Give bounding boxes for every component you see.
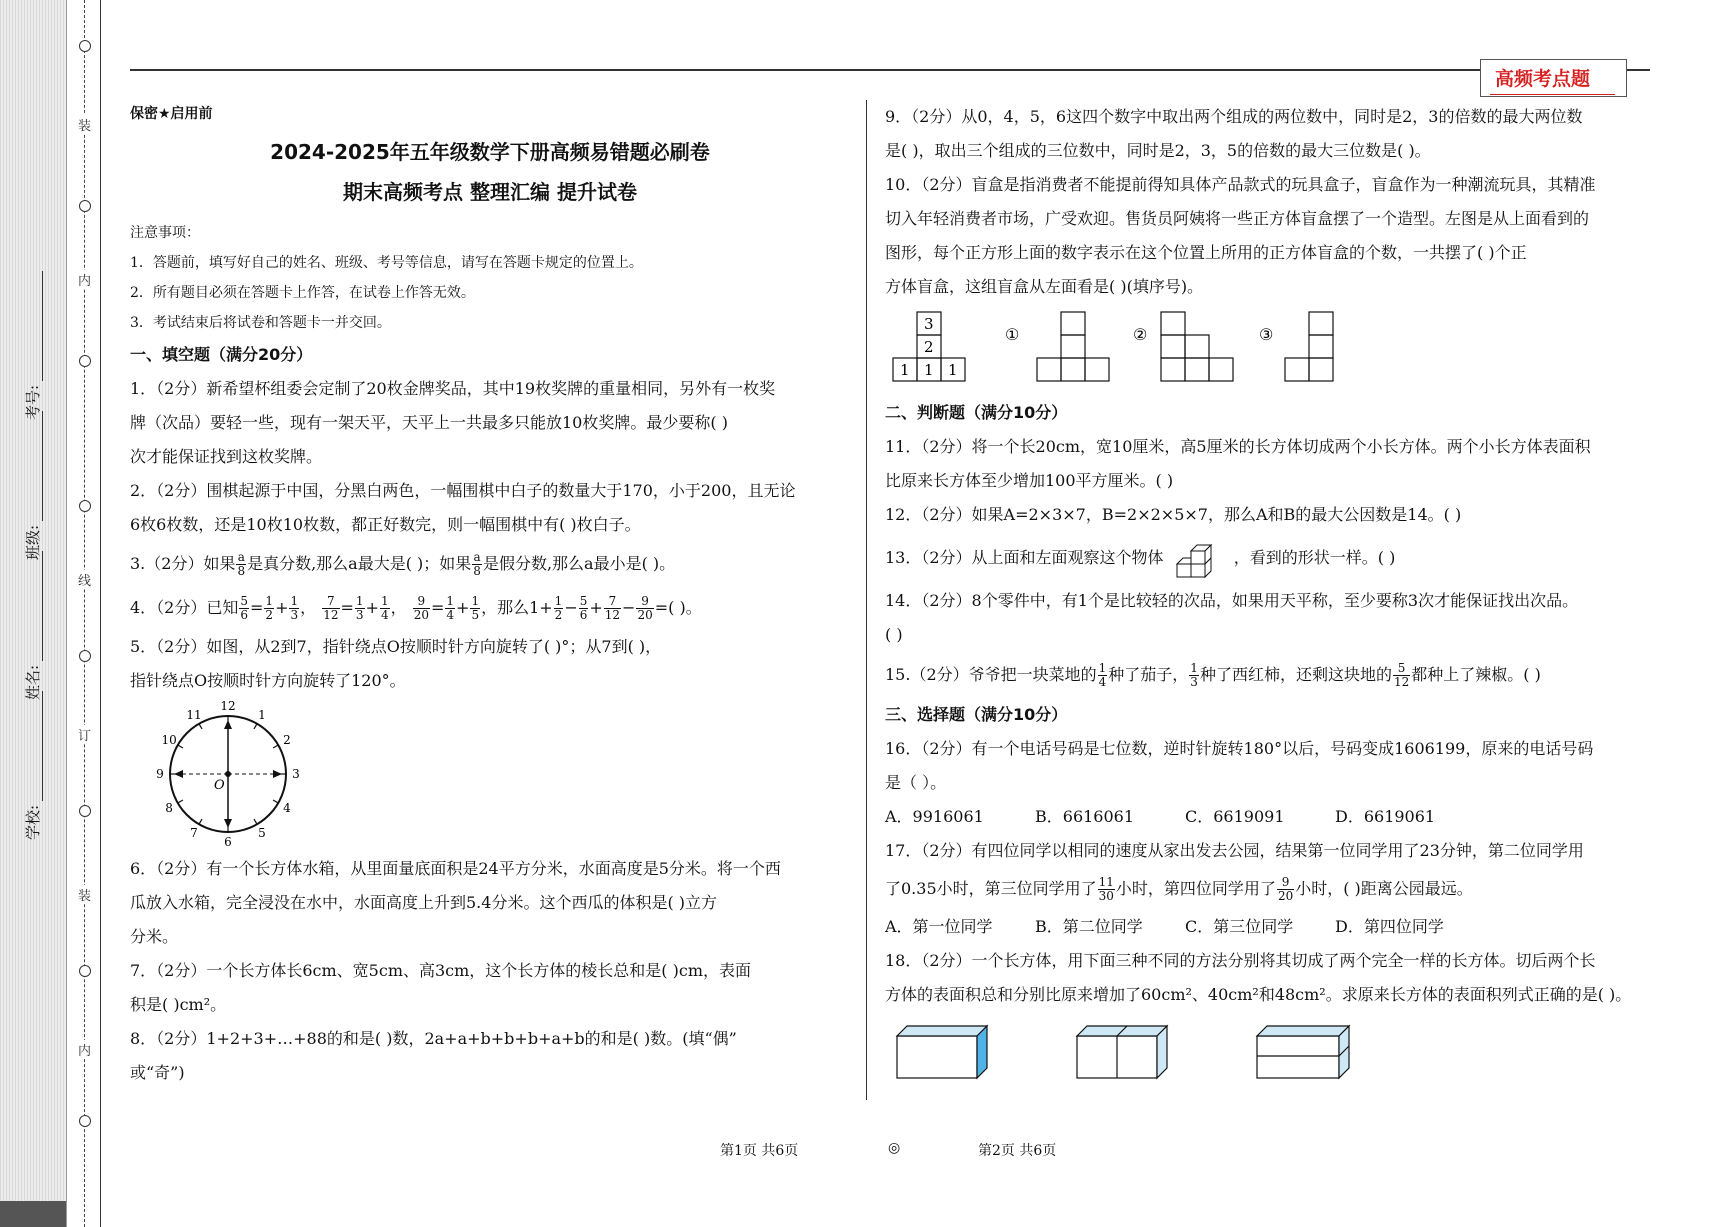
tag-underline (1490, 94, 1615, 95)
question-8: 8．（2分）1+2+3+…+88的和是( )数，2a+a+b+b+b+a+b的和是( )数。(填“偶” (130, 1029, 737, 1048)
grid-number: 1 (900, 361, 910, 379)
note-item: 3．考试结束后将试卷和答题卡一并交回。 (130, 315, 391, 331)
page-left-border (100, 0, 101, 1227)
cube-stack-figure (1169, 539, 1229, 579)
question-1-line: 次才能保证找到这枚奖牌。 (130, 447, 323, 466)
clock-tick (273, 745, 278, 748)
question-5-line: 指针绕点O按顺时针方向旋转了120°。 (130, 671, 406, 690)
question-7-line: 积是( )cm²。 (130, 995, 227, 1014)
clock-number: 8 (165, 801, 173, 815)
grid-number: 1 (924, 361, 934, 379)
blind-box-figures (885, 310, 1345, 392)
question-11-line: 比原来长方体至少增加100平方厘米。( ) (885, 471, 1174, 490)
notes-heading: 注意事项： (130, 225, 200, 241)
class-field: 班级: (22, 411, 43, 560)
clock-number: 10 (161, 733, 177, 747)
right-column (885, 100, 1660, 1092)
clock-number: 7 (190, 825, 198, 840)
question-2-line: 6枚6枚数，还是10枚10枚数，都正好数完，则一幅围棋中有( )枚白子。 (130, 515, 641, 534)
question-2: 2．（2分）围棋起源于中国，分黑白两色，一幅围棋中白子的数量大于170，小于200，且无论 (130, 481, 796, 500)
binding-hole (79, 40, 91, 52)
name-field: 姓名: (22, 551, 43, 700)
column-divider (866, 100, 867, 1100)
binding-hole (79, 805, 91, 817)
question-12: 12．（2分）如果A=2×3×7，B=2×2×5×7，那么A和B的最大公因数是14。( ) (885, 505, 1462, 524)
question-10-line: 切入年轻消费者市场，广受欢迎。售货员阿姨将一些正方体盲盒摆了一个造型。左图是从上面看到的 (885, 209, 1590, 228)
question-1: 1．（2分）新希望杯组委会定制了20枚金牌奖品，其中19枚奖牌的重量相同，另外有一枚奖 (130, 379, 776, 398)
question-7: 7．（2分）一个长方体长6cm、宽5cm、高3cm，这个长方体的棱长总和是( )cm，表面 (130, 961, 752, 980)
option-b: B．第二位同学 (1035, 917, 1143, 936)
exam-number-field: 考号: (22, 271, 43, 420)
question-9: 9．（2分）从0，4，5，6这四个数字中取出两个组成的两位数中，同时是2，3的倍数的最大两位数 (885, 107, 1583, 126)
option-c: C．6619091 (1185, 807, 1285, 826)
option-a: A．第一位同学 (885, 917, 993, 936)
grid-number: 2 (924, 338, 934, 356)
binding-hole (79, 1115, 91, 1127)
binding-char: 线 (78, 570, 91, 589)
clock-number: 4 (283, 801, 291, 815)
clock-tick (178, 745, 183, 748)
margin-bottom-bar (0, 1201, 66, 1227)
cuboid-3 (1257, 1026, 1349, 1078)
clock-number: 3 (292, 767, 300, 781)
binding-hole (79, 355, 91, 367)
question-11: 11．（2分）将一个长20cm，宽10厘米，高5厘米的长方体切成两个小长方体。两个小长方体表面积 (885, 437, 1591, 456)
option-d: D．6619061 (1335, 807, 1436, 826)
binding-hole (79, 965, 91, 977)
binding-char: 内 (78, 1040, 91, 1059)
clock-number: 1 (258, 708, 266, 723)
question-10-line: 方体盲盒，这组盲盒从左面看是( )(填序号)。 (885, 277, 1204, 296)
cuboid-cut-figures (885, 1018, 1385, 1088)
binding-char: 订 (78, 725, 91, 744)
section-judge-heading: 二、判断题（满分10分） (885, 403, 1068, 422)
left-column (130, 100, 850, 1090)
question-8-line: 或“奇”) (130, 1063, 185, 1082)
option-d: D．第四位同学 (1335, 917, 1444, 936)
question-18: 18．（2分）一个长方体，用下面三种不同的方法分别将其切成了两个完全一样的长方体。切后两个长 (885, 951, 1596, 970)
cuboid-1 (897, 1026, 987, 1078)
note-item: 2．所有题目必须在答题卡上作答，在试卷上作答无效。 (130, 285, 475, 301)
school-field: 学校: (22, 691, 43, 840)
binding-char: 装 (78, 115, 91, 134)
question-6-line: 瓜放入水箱，完全浸没在水中，水面高度上升到5.4分米。这个西瓜的体积是( )立方 (130, 893, 718, 912)
binding-char: 装 (78, 885, 91, 904)
question-16-options (885, 800, 1660, 834)
question-10: 10．（2分）盲盒是指消费者不能提前得知具体产品款式的玩具盒子，盲盒作为一种潮流玩具，其精准 (885, 175, 1596, 194)
question-6-line: 分米。 (130, 927, 179, 946)
clock-number: 5 (258, 825, 266, 840)
question-3: 3.（2分）如果 $\frac{a}{8}$ 是真分数,那么a最大是( )；如果 $\frac{a}{8}$ 是假分数,那么a最小是( )。 (130, 550, 676, 578)
option-2-view (1161, 312, 1233, 381)
question-5: 5．（2分）如图，从2到7，指针绕点O按顺时针方向旋转了( )°；从7到( )， (130, 637, 662, 656)
binding-hole (79, 500, 91, 512)
exam-subtitle: 期末高频考点 整理汇编 提升试卷 (343, 180, 637, 204)
fraction: $\frac{a}{8}$ (237, 550, 246, 578)
note-item: 1．答题前，填写好自己的姓名、班级、考号等信息，请写在答题卡规定的位置上。 (130, 255, 643, 271)
cuboid-2 (1077, 1026, 1167, 1078)
clock-number: 2 (283, 733, 291, 747)
section-fill-in-heading: 一、填空题（满分20分） (130, 345, 313, 364)
option-label: ① (1005, 325, 1020, 344)
question-17: 17．（2分）有四位同学以相同的速度从家出发去公园，结果第一位同学用了23分钟，第二位同学用 (885, 841, 1584, 860)
question-14: 14．（2分）8个零件中，有1个是比较轻的次品，如果用天平称，至少要称3次才能保证找出次品。 (885, 591, 1579, 610)
clock-tick (254, 819, 257, 824)
clock-tick (199, 819, 202, 824)
binding-char: 内 (78, 270, 91, 289)
question-14-line: ( ) (885, 625, 903, 644)
footer-symbol: ◎ (888, 1140, 901, 1156)
frequent-topic-tag: 高频考点题 (1495, 68, 1591, 90)
exam-title: 2024-2025年五年级数学下册高频易错题必刷卷 (270, 140, 710, 164)
option-a: A．9916061 (885, 807, 984, 826)
option-1-view (1037, 312, 1109, 381)
clock-figure (148, 698, 308, 848)
clock-number: 6 (224, 835, 232, 848)
question-17-line: 了0.35小时，第三位同学用了 $\frac{11}{30}$ 小时，第四位同学用了 $\frac{9}{20}$ 小时，( )距离公园最远。 (885, 875, 1473, 903)
page-number-2: 第2页 共6页 (978, 1143, 1057, 1159)
confidential-label: 保密★启用前 (130, 106, 213, 122)
top-rule (130, 69, 1650, 71)
question-1-line: 牌（次品）要轻一些，现有一架天平，天平上一共最多只能放10枚奖牌。最少要称( ) (130, 413, 728, 432)
clock-tick (254, 724, 257, 729)
clock-tick (273, 800, 278, 803)
binding-hole (79, 650, 91, 662)
question-9-line: 是( )，取出三个组成的三位数中，同时是2，3，5的倍数的最大三位数是( )。 (885, 141, 1431, 160)
question-18-line: 方体的表面积总和分别比原来增加了60cm²、40cm²和48cm²。求原来长方体的表面积列式正确的是( )。 (885, 985, 1632, 1004)
question-16-line: 是（ ）。 (885, 773, 947, 792)
option-3-view (1285, 312, 1333, 381)
question-17-options (885, 910, 1660, 944)
option-b: B．6616061 (1035, 807, 1135, 826)
question-6: 6．（2分）有一个长方体水箱，从里面量底面积是24平方分米，水面高度是5分米。将一个西 (130, 859, 781, 878)
section-choice-heading: 三、选择题（满分10分） (885, 705, 1068, 724)
clock-center-label: O (214, 778, 225, 793)
fraction: $\frac{a}{8}$ (473, 550, 481, 578)
page-number-1: 第1页 共6页 (720, 1143, 799, 1159)
question-15: 15.（2分）爷爷把一块菜地的 $\frac{1}{4}$ 种了茄子， $\frac{1}{3}$ 种了西红柿，还剩这块地的 $\frac{5}{12}$ 都种上了辣椒。( ) (885, 661, 1541, 689)
question-4: 4．（2分）已知 $\frac{5}{6}$ = $\frac{1}{2}$ + $\frac{1}{3}$ ， $\frac{7}{12}$ = $\frac{1}{3}$ + $\frac{1}{4}$ ， $\frac{9}{20}$ = $\frac{1}{4}$ + $\frac{1}{5}$ ，那么1+ $\frac{1}{2}$ − $\frac{5}{6}$ + $\frac{7}{12}$ − $\frac{9}{20}$ =( )。 (130, 594, 702, 622)
question-13: 13．（2分）从上面和左面观察这个物体 ，看到的形状一样。( ) (885, 532, 1660, 584)
clock-number: 11 (186, 708, 202, 723)
clock-number: 9 (156, 767, 164, 781)
grid-number: 1 (948, 361, 958, 379)
option-label: ③ (1259, 325, 1274, 344)
binding-hole (79, 200, 91, 212)
clock-number: 12 (220, 699, 236, 713)
clock-tick (178, 800, 183, 803)
question-10-line: 图形，每个正方形上面的数字表示在这个位置上所用的正方体盲盒的个数，一共摆了( )个正 (885, 243, 1527, 262)
option-c: C．第三位同学 (1185, 917, 1294, 936)
option-label: ② (1133, 325, 1148, 344)
grid-number: 3 (924, 315, 934, 333)
clock-tick (199, 724, 202, 729)
question-16: 16．（2分）有一个电话号码是七位数，逆时针旋转180°以后，号码变成1606199，原来的电话号码 (885, 739, 1594, 758)
